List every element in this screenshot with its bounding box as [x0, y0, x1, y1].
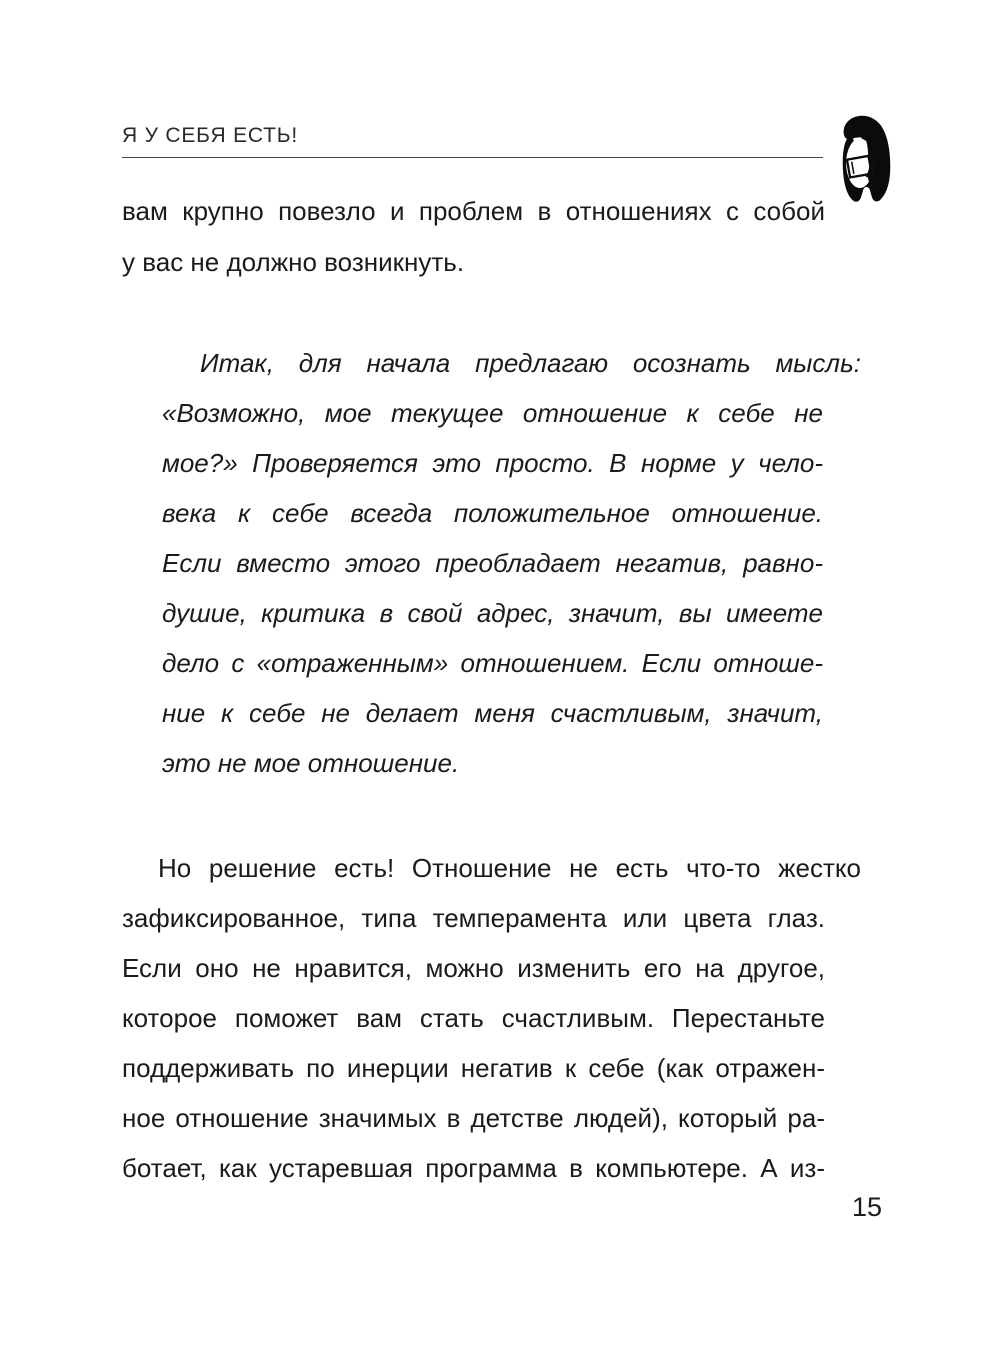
text-line: мое?» Проверяется это просто. В норме у чело- [162, 448, 823, 478]
text-line: вам крупно повезло и проблем в отношениях с собой [122, 196, 825, 226]
header-divider [122, 157, 823, 158]
paragraph-opening [122, 186, 825, 288]
running-header: Я У СЕБЯ ЕСТЬ! [122, 124, 299, 147]
text-line: Если вместо этого преобладает негатив, равно- [162, 548, 823, 578]
text-line: Но решение есть! Отношение не есть что-то жестко [158, 853, 861, 883]
text-line: ботает, как устаревшая программа в компьютере. А из- [122, 1153, 825, 1183]
text-line: «Возможно, мое текущее отношение к себе не [162, 398, 823, 428]
page-number: 15 [851, 1192, 883, 1222]
paragraph-body [122, 843, 861, 1193]
text-line: это не мое отношение. [162, 748, 460, 778]
text-line: Итак, для начала предлагаю осознать мысль: [200, 348, 861, 378]
text-line: дело с «отраженным» отношением. Если отноше- [162, 648, 823, 678]
text-line: Если оно не нравится, можно изменить его на другое, [122, 953, 825, 983]
text-line: у вас не должно возникнуть. [122, 247, 465, 277]
text-line: поддерживать по инерции негатив к себе (как отражен- [122, 1053, 825, 1083]
text-line: которое поможет вам стать счастливым. Перестаньте [122, 1003, 825, 1033]
text-line: зафиксированное, типа темперамента или цвета глаз. [122, 903, 825, 933]
quote-paragraph [162, 338, 861, 788]
penguin-with-book-icon [838, 112, 895, 205]
text-line: ние к себе не делает меня счастливым, значит, [162, 698, 823, 728]
text-line: века к себе всегда положительное отношение. [162, 498, 823, 528]
text-line: ное отношение значимых в детстве людей), который ра- [122, 1103, 825, 1133]
text-line: душие, критика в свой адрес, значит, вы имеете [162, 598, 823, 628]
